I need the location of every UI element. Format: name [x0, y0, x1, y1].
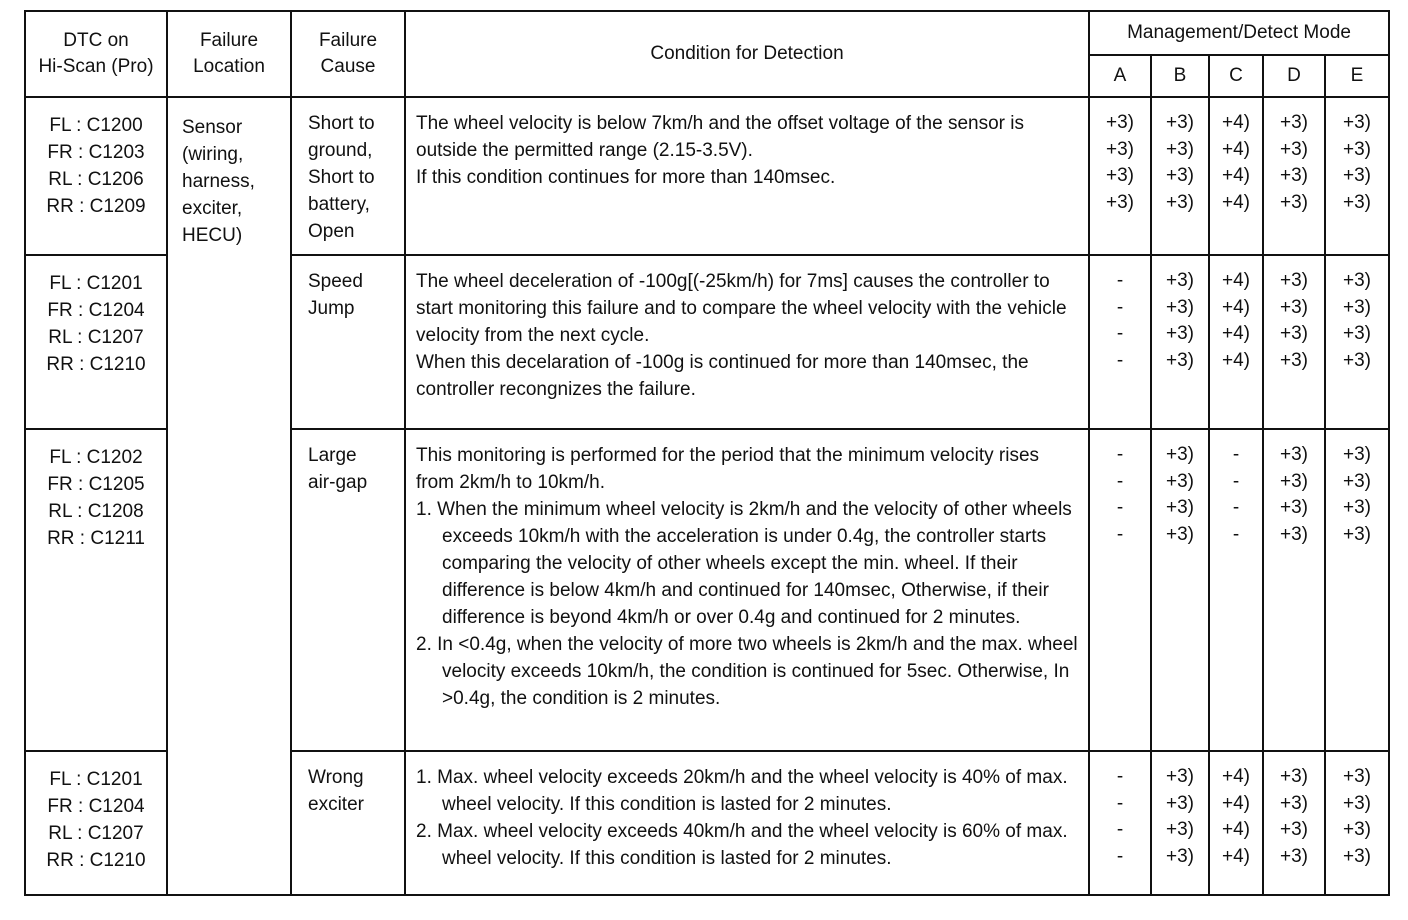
header-mode-e: E — [1325, 55, 1389, 97]
mode-d-values — [1263, 429, 1325, 751]
mode-d-values — [1263, 97, 1325, 255]
mode-value: +3) — [1166, 112, 1194, 133]
mode-value: +4) — [1222, 138, 1250, 160]
dtc-codes: FL : C1201 FR : C1204 RL : C1207 RR : C1210 — [25, 751, 167, 895]
mode-value: - — [1116, 270, 1124, 291]
condition-for-detection — [405, 255, 1089, 429]
dtc-codes: FL : C1202 FR : C1205 RL : C1208 RR : C1211 — [25, 429, 167, 751]
mode-value: +3) — [1280, 165, 1308, 186]
mode-e-values — [1325, 429, 1389, 751]
mode-value: +3) — [1280, 523, 1308, 545]
mode-value: +4) — [1222, 766, 1250, 787]
table-row — [25, 97, 1389, 255]
mode-value: - — [1116, 296, 1124, 318]
mode-value: - — [1116, 470, 1124, 492]
dtc-codes: FL : C1200 FR : C1203 RL : C1206 RR : C1209 — [25, 97, 167, 255]
mode-c-values — [1209, 751, 1263, 895]
mode-value: +3) — [1166, 165, 1194, 186]
mode-c-values — [1209, 255, 1263, 429]
mode-value: - — [1116, 523, 1124, 545]
mode-value: +3) — [1280, 792, 1308, 814]
mode-value: +3) — [1343, 349, 1372, 371]
mode-value: +4) — [1222, 191, 1250, 213]
mode-value: +3) — [1343, 766, 1372, 787]
mode-value: +3) — [1343, 112, 1372, 133]
header-mode-b: B — [1151, 55, 1209, 97]
header-mode-group: Management/Detect Mode — [1089, 11, 1389, 55]
mode-value: +3) — [1343, 523, 1372, 545]
mode-b-values — [1151, 97, 1209, 255]
failure-cause: Short to ground, Short to battery, Open — [291, 97, 405, 255]
mode-value: +3) — [1166, 766, 1194, 787]
mode-e-values — [1325, 255, 1389, 429]
condition-for-detection — [405, 751, 1089, 895]
header-failure-location: Failure Location — [167, 11, 291, 97]
mode-value: +4) — [1222, 165, 1250, 186]
failure-location: Sensor (wiring, harness, exciter, HECU) — [167, 97, 291, 895]
mode-value: - — [1232, 523, 1240, 545]
condition-numbered-item: 1. Max. wheel velocity exceeds 20km/h and the wheel velocity is 40% of max. wheel velocity. If this condition is lasted for 2 minutes. — [416, 767, 1068, 815]
mode-value: - — [1232, 497, 1240, 518]
mode-value: +4) — [1222, 349, 1250, 371]
mode-b-values — [1151, 429, 1209, 751]
condition-paragraph: This monitoring is performed for the period that the minimum velocity rises from 2km/h to 10km/h. — [416, 445, 1040, 493]
mode-e-values — [1325, 751, 1389, 895]
mode-value: +4) — [1222, 296, 1250, 318]
mode-a-values — [1089, 97, 1151, 255]
failure-cause: Large air-gap — [291, 429, 405, 751]
mode-value: - — [1116, 497, 1124, 518]
mode-a-values — [1089, 429, 1151, 751]
failure-cause: Wrong exciter — [291, 751, 405, 895]
mode-value: +3) — [1166, 845, 1194, 867]
mode-value: - — [1232, 470, 1240, 492]
header-mode-c: C — [1209, 55, 1263, 97]
dtc-table-sheet — [24, 10, 1388, 902]
mode-value: - — [1116, 766, 1124, 787]
mode-value: +3) — [1343, 296, 1372, 318]
mode-value: +3) — [1280, 845, 1308, 867]
header-dtc: DTC on Hi-Scan (Pro) — [25, 11, 167, 97]
header-mode-d: D — [1263, 55, 1325, 97]
mode-value: +3) — [1166, 819, 1194, 840]
mode-value: +3) — [1166, 444, 1194, 465]
condition-numbered-item: 2. In <0.4g, when the velocity of more two wheels is 2km/h and the max. wheel velocity exceeds 10km/h, the condition is continued for 5sec. Otherwise, In >0.4g, the condition is 2 minutes. — [416, 634, 1078, 709]
mode-b-values — [1151, 255, 1209, 429]
failure-cause: Speed Jump — [291, 255, 405, 429]
mode-value: +3) — [1280, 270, 1308, 291]
header-condition: Condition for Detection — [405, 11, 1089, 97]
table-body — [25, 97, 1389, 895]
mode-value: +3) — [1280, 138, 1308, 160]
mode-value: +3) — [1343, 792, 1372, 814]
mode-value: +3) — [1166, 792, 1194, 814]
mode-value: +3) — [1343, 819, 1372, 840]
condition-for-detection — [405, 429, 1089, 751]
mode-value: +3) — [1106, 138, 1134, 160]
mode-c-values — [1209, 429, 1263, 751]
mode-a-values — [1089, 751, 1151, 895]
mode-value: +3) — [1280, 349, 1308, 371]
mode-value: +3) — [1343, 165, 1372, 186]
mode-value: +3) — [1280, 444, 1308, 465]
mode-value: +4) — [1222, 323, 1250, 344]
mode-value: +4) — [1222, 270, 1250, 291]
mode-value: +3) — [1343, 138, 1372, 160]
mode-value: +3) — [1280, 497, 1308, 518]
mode-value: +3) — [1166, 323, 1194, 344]
mode-value: - — [1116, 444, 1124, 465]
mode-value: +3) — [1343, 497, 1372, 518]
mode-value: +3) — [1343, 444, 1372, 465]
mode-value: - — [1116, 349, 1124, 371]
mode-value: +3) — [1343, 270, 1372, 291]
header-failure-cause: Failure Cause — [291, 11, 405, 97]
mode-value: +3) — [1280, 296, 1308, 318]
condition-paragraph: The wheel velocity is below 7km/h and the offset voltage of the sensor is outside the permitted range (2.15-3.5V). — [416, 113, 1024, 161]
mode-value: +3) — [1280, 470, 1308, 492]
header-mode-a: A — [1089, 55, 1151, 97]
condition-paragraph: When this decelaration of -100g is continued for more than 140msec, the controller recongnizes the failure. — [416, 352, 1029, 400]
condition-numbered-item: 2. Max. wheel velocity exceeds 40km/h and the wheel velocity is 60% of max. wheel velocity. If this condition is lasted for 2 minutes. — [416, 821, 1068, 869]
mode-value: +4) — [1222, 792, 1250, 814]
mode-value: +3) — [1343, 191, 1372, 213]
mode-value: +3) — [1343, 470, 1372, 492]
mode-value: +3) — [1343, 845, 1372, 867]
condition-paragraph: If this condition continues for more than 140msec. — [416, 167, 836, 188]
mode-value: - — [1116, 819, 1124, 840]
mode-value: +3) — [1166, 270, 1194, 291]
mode-value: - — [1116, 792, 1124, 814]
mode-d-values — [1263, 255, 1325, 429]
mode-value: +3) — [1106, 165, 1134, 186]
mode-value: +3) — [1280, 112, 1308, 133]
mode-value: +3) — [1166, 191, 1194, 213]
mode-value: +3) — [1280, 766, 1308, 787]
condition-for-detection — [405, 97, 1089, 255]
mode-value: - — [1116, 323, 1124, 344]
dtc-codes: FL : C1201 FR : C1204 RL : C1207 RR : C1210 — [25, 255, 167, 429]
condition-paragraph: The wheel deceleration of -100g[(-25km/h) for 7ms] causes the controller to start monitoring this failure and to compare the wheel velocity with the vehicle velocity from the next cycle. — [416, 271, 1067, 346]
mode-value: +3) — [1343, 323, 1372, 344]
mode-value: +3) — [1166, 349, 1194, 371]
mode-value: +3) — [1166, 296, 1194, 318]
mode-value: +4) — [1222, 845, 1250, 867]
mode-value: - — [1232, 444, 1240, 465]
mode-c-values — [1209, 97, 1263, 255]
mode-value: +3) — [1280, 819, 1308, 840]
condition-numbered-item: 1. When the minimum wheel velocity is 2km/h and the velocity of other wheels exceeds 10km/h with the acceleration is under 0.4g, the controller starts comparing the velocity of other wheels except the min. wheel. If their difference is below 4km/h and continued for 140msec, Otherwise, if their difference is beyond 4km/h or over 0.4g and continued for 2 minutes. — [416, 499, 1072, 628]
mode-value: +3) — [1166, 523, 1194, 545]
mode-b-values — [1151, 751, 1209, 895]
mode-value: +3) — [1166, 470, 1194, 492]
mode-value: +3) — [1166, 138, 1194, 160]
mode-value: +3) — [1166, 497, 1194, 518]
mode-value: +3) — [1106, 191, 1134, 213]
mode-d-values — [1263, 751, 1325, 895]
mode-value: +3) — [1280, 191, 1308, 213]
mode-e-values — [1325, 97, 1389, 255]
dtc-table — [24, 10, 1390, 896]
mode-value: +3) — [1106, 112, 1134, 133]
mode-value: +3) — [1280, 323, 1308, 344]
mode-value: - — [1116, 845, 1124, 867]
mode-value: +4) — [1222, 819, 1250, 840]
mode-a-values — [1089, 255, 1151, 429]
mode-value: +4) — [1222, 112, 1250, 133]
